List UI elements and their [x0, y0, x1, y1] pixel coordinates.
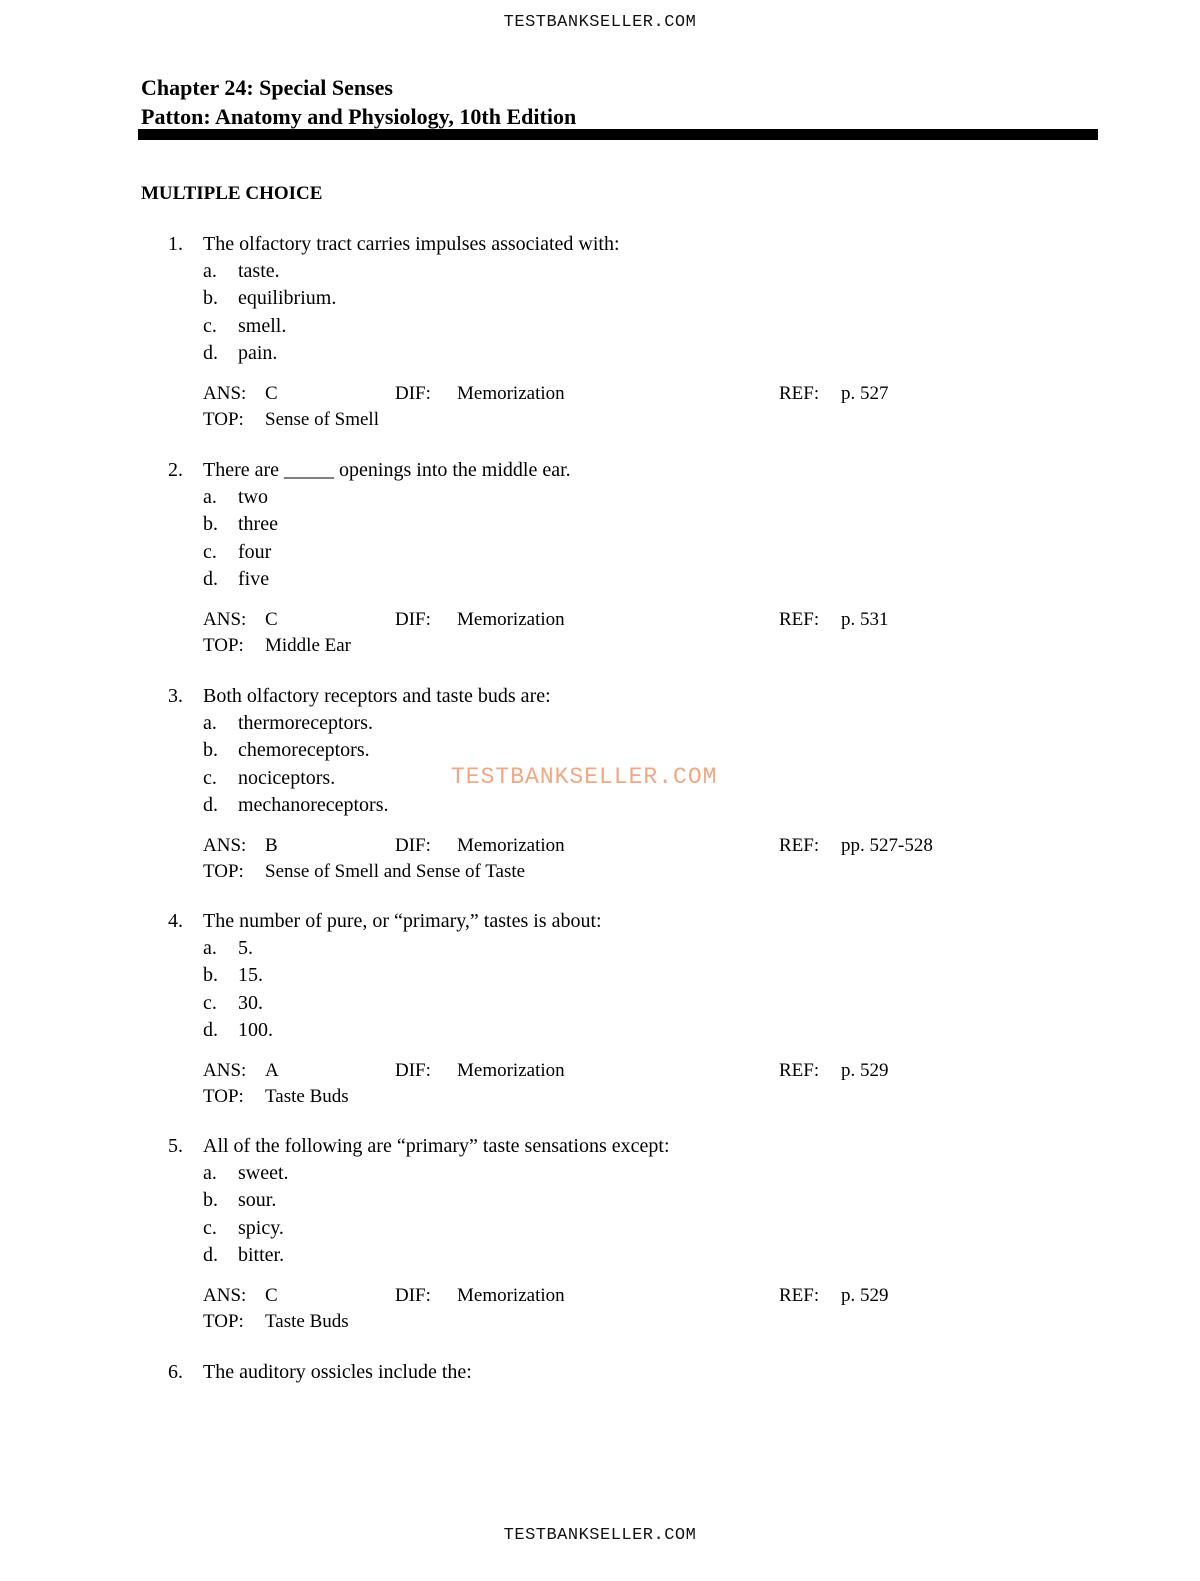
question-item [0, 459, 1200, 679]
choice-text: nociceptors. [238, 766, 336, 789]
topic-label: TOP: [203, 1086, 244, 1107]
site-footer: TESTBANKSELLER.COM [503, 1526, 697, 1545]
choice-letter: d. [203, 1018, 218, 1041]
answer-choice [203, 1217, 803, 1243]
answer-label: ANS: [203, 1285, 247, 1306]
answer-choice [203, 486, 803, 512]
answer-value: A [265, 1060, 279, 1081]
question-number: 3. [168, 685, 183, 707]
difficulty-label: DIF: [395, 1060, 431, 1081]
question-item [0, 685, 1200, 905]
topic-metadata [203, 635, 1003, 659]
choice-letter: c. [203, 1216, 217, 1239]
reference-value: pp. 527-528 [841, 835, 933, 856]
answer-choice [203, 937, 803, 963]
topic-label: TOP: [203, 409, 244, 430]
question-number: 4. [168, 910, 183, 932]
answer-metadata [203, 609, 1003, 633]
topic-value: Sense of Smell [265, 409, 379, 430]
title-rule [138, 129, 1098, 140]
answer-metadata [203, 835, 1003, 859]
choice-letter: a. [203, 937, 217, 959]
book-title: Patton: Anatomy and Physiology, 10th Edition [141, 104, 577, 129]
answer-value: B [265, 835, 278, 856]
question-number: 2. [168, 459, 183, 481]
answer-choice [203, 568, 803, 594]
reference-value: p. 529 [841, 1060, 889, 1081]
choice-text: 30. [238, 991, 263, 1014]
difficulty-label: DIF: [395, 383, 431, 404]
choice-text: pain. [238, 341, 278, 364]
choice-text: mechanoreceptors. [238, 793, 389, 816]
answer-choice [203, 1244, 803, 1270]
choice-letter: c. [203, 766, 217, 789]
difficulty-value: Memorization [457, 1285, 565, 1306]
choice-text: thermoreceptors. [238, 712, 373, 734]
choice-text: five [238, 567, 270, 590]
answer-choice [203, 712, 803, 738]
choice-text: 5. [238, 937, 253, 959]
topic-metadata [203, 409, 1003, 433]
section-heading: MULTIPLE CHOICE [141, 183, 323, 204]
answer-choice [203, 739, 803, 765]
answer-choice [203, 315, 803, 341]
topic-label: TOP: [203, 861, 244, 882]
choice-letter: b. [203, 287, 218, 310]
topic-metadata [203, 1086, 1003, 1110]
choice-letter: a. [203, 1162, 217, 1184]
reference-value: p. 529 [841, 1285, 889, 1306]
difficulty-label: DIF: [395, 1285, 431, 1306]
choice-letter: b. [203, 1189, 218, 1212]
answer-metadata [203, 383, 1003, 407]
question-stem: The number of pure, or “primary,” tastes is about: [203, 910, 602, 932]
answer-metadata [203, 1060, 1003, 1084]
watermark: TESTBANKSELLER.COM [451, 764, 718, 790]
reference-label: REF: [779, 835, 820, 856]
choice-text: 15. [238, 964, 263, 987]
answer-value: C [265, 383, 278, 404]
chapter-title: Chapter 24: Special Senses [141, 75, 393, 100]
reference-label: REF: [779, 1285, 820, 1306]
question-number: 5. [168, 1135, 183, 1157]
choice-text: chemoreceptors. [238, 739, 370, 762]
difficulty-value: Memorization [457, 835, 565, 856]
topic-value: Middle Ear [265, 635, 352, 656]
choice-letter: a. [203, 486, 217, 508]
difficulty-value: Memorization [457, 1060, 565, 1081]
topic-value: Sense of Smell and Sense of Taste [265, 861, 526, 882]
choice-letter: a. [203, 260, 217, 282]
topic-label: TOP: [203, 635, 244, 656]
answer-choice [203, 992, 803, 1018]
question-number: 1. [168, 233, 183, 255]
choice-text: sweet. [238, 1162, 289, 1184]
answer-choice [203, 1019, 803, 1045]
choice-text: three [238, 513, 278, 536]
answer-label: ANS: [203, 383, 247, 404]
answer-choice [203, 541, 803, 567]
question-stem: Both olfactory receptors and taste buds are: [203, 685, 551, 707]
answer-choice [203, 342, 803, 368]
difficulty-value: Memorization [457, 383, 565, 404]
answer-value: C [265, 609, 278, 630]
choice-letter: c. [203, 991, 217, 1014]
answer-choice [203, 1189, 803, 1215]
answer-choice [203, 287, 803, 313]
topic-value: Taste Buds [265, 1086, 349, 1107]
question-item [0, 1361, 1200, 1581]
reference-label: REF: [779, 1060, 820, 1081]
choice-letter: c. [203, 314, 217, 337]
question-stem: The olfactory tract carries impulses associated with: [203, 233, 620, 255]
difficulty-label: DIF: [395, 835, 431, 856]
question-stem: The auditory ossicles include the: [203, 1361, 472, 1383]
choice-letter: d. [203, 341, 218, 364]
question-number: 6. [168, 1361, 183, 1383]
topic-metadata [203, 1311, 1003, 1335]
choice-text: equilibrium. [238, 287, 337, 310]
topic-value: Taste Buds [265, 1311, 349, 1332]
choice-text: four [238, 540, 272, 563]
answer-label: ANS: [203, 835, 247, 856]
question-stem: There are _____ openings into the middle ear. [203, 459, 571, 481]
answer-choice [203, 964, 803, 990]
choice-text: two [238, 486, 268, 508]
site-header: TESTBANKSELLER.COM [503, 13, 697, 32]
answer-metadata [203, 1285, 1003, 1309]
choice-text: smell. [238, 314, 287, 337]
difficulty-label: DIF: [395, 609, 431, 630]
choice-letter: b. [203, 964, 218, 987]
topic-metadata [203, 861, 1003, 885]
answer-choice [203, 260, 803, 286]
topic-label: TOP: [203, 1311, 244, 1332]
choice-letter: d. [203, 1243, 218, 1266]
answer-value: C [265, 1285, 278, 1306]
answer-label: ANS: [203, 1060, 247, 1081]
choice-letter: d. [203, 567, 218, 590]
answer-choice [203, 794, 803, 820]
choice-text: bitter. [238, 1243, 285, 1266]
reference-label: REF: [779, 609, 820, 630]
answer-label: ANS: [203, 609, 247, 630]
question-item [0, 233, 1200, 453]
choice-letter: a. [203, 712, 217, 734]
choice-text: sour. [238, 1189, 277, 1212]
question-item [0, 910, 1200, 1130]
choice-letter: b. [203, 739, 218, 762]
answer-choice [203, 1162, 803, 1188]
choice-text: taste. [238, 260, 280, 282]
reference-value: p. 531 [841, 609, 889, 630]
choice-letter: c. [203, 540, 217, 563]
choice-letter: b. [203, 513, 218, 536]
choice-letter: d. [203, 793, 218, 816]
difficulty-value: Memorization [457, 609, 565, 630]
answer-choice [203, 513, 803, 539]
choice-text: 100. [238, 1018, 273, 1041]
choice-text: spicy. [238, 1216, 284, 1239]
question-stem: All of the following are “primary” taste sensations except: [203, 1135, 670, 1157]
reference-value: p. 527 [841, 383, 889, 404]
reference-label: REF: [779, 383, 820, 404]
question-item [0, 1135, 1200, 1355]
